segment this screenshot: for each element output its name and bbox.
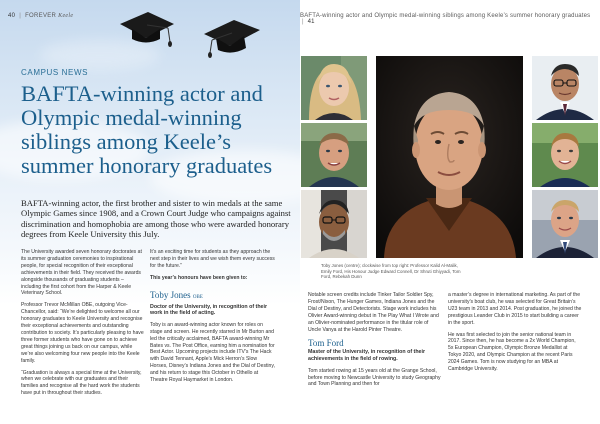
portrait-photo [301,123,367,187]
left-running-head: 40 | FOREVER Keele [8,13,74,19]
paragraph: Toby is an award-winning actor known for roles on stage and screen. He recently starred in Mr Burton and led the critically acclaimed, BAFTA award-winning Mr Bates vs. The Post Office, earning him a nomination for Best Actor. Upcoming projects include ITV’s The Hack with David Tennant, Apple’s Mick Herron’s Slow Horses, Disney’s Indiana Jones and the Dial of Destiny, and his return to stage this October in Othello at Theatre Royal Haymarket in London. [150,321,275,384]
paragraph: a master’s degree in international marketing. As part of the university’s boat club, he was selected for Great Britain’s U23 team in 2013 and 2014. Post graduation, he joined the prestigious Leander Club in 2015 to start building a career in the sport. [448,292,582,326]
honoree-name-tom-ford: Tom Ford [308,338,344,349]
portrait-photo [301,56,367,120]
mortarboard-cap-icon [200,16,262,60]
portrait-photo [532,56,598,120]
section-label: CAMPUS NEWS [21,68,89,77]
paragraph: Notable screen credits include Tinker Tailor Soldier Spy, Frost/Nixon, The Hunger Games, Indiana Jones and the Dial of Destiny, and Detectorists. Stage work includes his Olivier Award-winning debut in The Play What I Wrote and an Olivier-nominated performance in the titular role of Uncle Vanya at the Harold Pinter Theatre. [308,292,439,333]
paragraph: He was first selected to join the senior national team in 2017. Since then, he has become a 2x World Champion, 5x European Champion, Olympic Bronze Medallist at Tokyo 2020, and Olympic Champion at the recent Paris 2024 Games. Tom is now studying for an MBA at Cambridge University. [448,331,576,373]
right-column-2 [448,292,582,378]
photo-caption: Toby Jones (centre); clockwise from top right: Professor Kalid Al-Malik, Emily Ford, His Honour Judge Edward Connell, Dr Shruti Ghiyyadi, Tom Ford, Rebekah Dunn [321,263,461,280]
portrait-photo [532,123,598,187]
magazine-name: FOREVER Keele [25,13,74,19]
standfirst: BAFTA-winning actor, the first brother and sister to win medals at the same Olympic Games since 1908, and a Crown Court Judge who campaigns against discrimination and homophobia are among those who were awarded honorary degrees from Keele University this July. [21,198,291,240]
headline: BAFTA-winning actor and Olympic medal-winning siblings among Keele’s summer honorary graduates [21,81,273,178]
mortarboard-cap-icon [118,8,176,50]
left-column-1 [21,249,144,402]
portrait-photo-toby-jones [376,56,523,258]
portrait-photo [532,190,598,258]
right-page-number: 41 [307,19,315,25]
honoree-name-toby-jones: Toby Jones OBE [150,289,203,300]
honoree-degree: Master of the University, in recognition of their achievements in the field of rowing. [308,349,426,363]
paragraph: Professor Trevor McMillan OBE, outgoing Vice-Chancellor, said: “We’re delighted to welcome all our honorary graduates to Keele University and recognise their exceptional achievements and outstanding contribution to society. It’s particularly pleasing to have three former students who have gone on to achieve great things joining us back on our campus, while we’re also welcoming four new people into the Keele family. [21,302,144,364]
paragraph: The University awarded seven honorary doctorates at its summer graduation ceremonies to inspirational people, for special recognition of their exceptional achievements in their field. They received the awards alongside thousands of graduating students – including the first cohort from the Harper & Keele Veterinary School. [21,249,142,297]
paragraph: “Graduation is always a special time at the University, when we celebrate with our graduates and their families and recognise all the hard work the students have put in throughout their studies. [21,369,142,397]
portrait-photo [301,190,367,258]
honoree-degree: Doctor of the University, in recognition of their work in the field of acting. [150,303,268,317]
right-page [300,0,600,424]
right-running-head: BAFTA-winning actor and Olympic medal-winning siblings among Keele’s summer honorary graduates | 41 [300,13,591,25]
paragraph: It’s an exciting time for students as they approach the next step in their lives and we wish them every success for the future.” [150,249,275,269]
right-column-1 [308,292,442,393]
left-page-number: 40 [8,13,16,19]
left-column-2 [150,249,275,389]
paragraph: Tom started rowing at 15 years old at the Grange School, before moving to Newcastle University to study Geography and Town Planning and then for [308,367,441,388]
honours-heading: This year’s honours have been given to: [150,274,248,281]
